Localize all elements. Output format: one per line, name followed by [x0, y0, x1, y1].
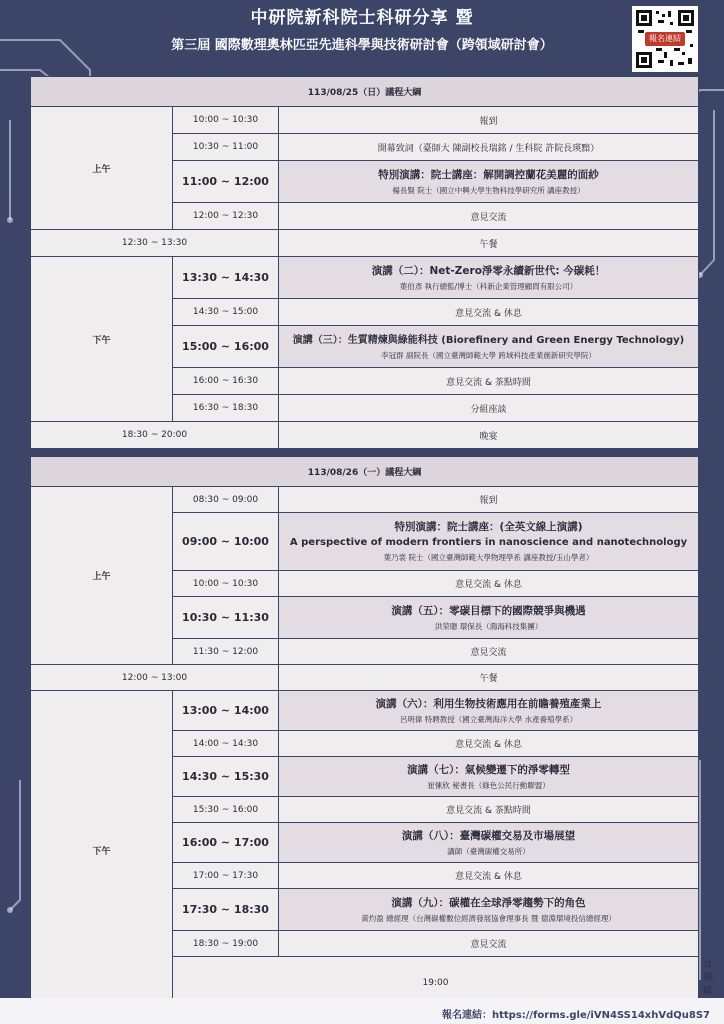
event-cell: 分組座談: [279, 395, 699, 422]
time-cell: 10:00 ~ 10:30: [173, 107, 279, 134]
event-cell: 晚宴: [279, 422, 699, 449]
day1-schedule-table: [30, 76, 699, 449]
table-row: 19:00 合照、賦: [31, 957, 699, 1010]
time-cell: 19:00: [173, 957, 699, 1010]
talk-cell: [279, 691, 699, 731]
time-cell: 08:30 ~ 09:00: [173, 487, 279, 513]
time-cell: 16:00 ~ 16:30: [173, 368, 279, 395]
talk-speaker: 洪荣聰 環保長（鴻海科技集團）: [434, 621, 543, 631]
day2-heading: 113/08/26（一）議程大綱: [31, 457, 699, 487]
time-cell: 14:00 ~ 14:30: [173, 731, 279, 757]
time-cell: 10:30 ~ 11:30: [173, 597, 279, 639]
time-cell: 16:00 ~ 17:00: [173, 823, 279, 863]
talk-title: 演講（五）：零碳目標下的國際競爭與機遇: [391, 604, 586, 617]
talk-speaker: 黃灼盈 總經理（台灣碳權數位經濟發展協會理事長 暨 德淵環境投信總經理）: [361, 913, 616, 923]
talk-speaker: 楊長賢 院士（國立中興大學生物科技學研究所 講座教授）: [392, 185, 585, 195]
time-cell: 14:30 ~ 15:00: [173, 299, 279, 326]
day2-schedule-table: [30, 456, 722, 1010]
qr-code[interactable]: [632, 6, 698, 72]
talk-cell: [279, 257, 699, 299]
time-cell: 14:30 ~ 15:30: [173, 757, 279, 797]
event-cell: 意見交流: [279, 639, 699, 665]
talk-cell: [279, 889, 699, 931]
talk-title: 演講（九）：碳權在全球淨零趨勢下的角色: [391, 896, 586, 909]
time-cell: 11:00 ~ 12:00: [173, 161, 279, 203]
talk-cell: [279, 597, 699, 639]
day2-pm-label: 下午: [31, 691, 173, 1010]
talk-title: 演講（二）：Net-Zero淨零永續新世代: 今碳耗！: [371, 264, 606, 277]
event-cell: 意見交流 & 休息: [279, 299, 699, 326]
table-row: [31, 257, 699, 299]
event-cell: 意見交流 & 茶點時間: [279, 797, 699, 823]
day2-am-label: 上午: [31, 487, 173, 665]
talk-title: 演講（八）：臺灣碳權交易及市場展望: [401, 829, 576, 842]
talk-title-english: A perspective of modern frontiers in nanoscience and nanotechnology: [289, 537, 688, 548]
talk-cell: [279, 823, 699, 863]
talk-title: 演講（七）：氣候變遷下的淨零轉型: [407, 763, 570, 776]
talk-title: 演講（六）：利用生物技術應用在前瞻養殖產業上: [375, 697, 602, 710]
talk-cell: [279, 757, 699, 797]
talk-speaker: 葉乃裳 院士（國立臺灣師範大學物理學系 講座教授/玉山學者）: [383, 553, 594, 562]
table-row: [31, 691, 699, 731]
table-row: [31, 107, 699, 134]
talk-speaker: 講師（臺灣碳權交易所）: [447, 846, 530, 856]
table-row: [31, 422, 699, 449]
table-row: [31, 665, 699, 691]
day1-pm-label: 下午: [31, 257, 173, 422]
event-cell: 意見交流 & 休息: [279, 571, 699, 597]
time-cell: 17:30 ~ 18:30: [173, 889, 279, 931]
time-cell: 18:30 ~ 19:00: [173, 931, 279, 957]
event-cell: 報到: [279, 487, 699, 513]
main-title: 中研院新科院士科研分享 暨: [250, 8, 474, 28]
time-cell: 13:30 ~ 14:30: [173, 257, 279, 299]
event-cell: 意見交流: [279, 931, 699, 957]
talk-speaker: 呂明偉 特聘教授（國立臺灣海洋大學 水產養殖學系）: [399, 714, 578, 724]
time-cell: 18:30 ~ 20:00: [31, 422, 279, 449]
day1-am-label: 上午: [31, 107, 173, 230]
event-cell: 意見交流 & 茶點時間: [279, 368, 699, 395]
time-cell: 11:30 ~ 12:00: [173, 639, 279, 665]
event-cell: 開幕致詞（臺師大 陳副校長瑞銘 / 生科院 許院長瑛黯）: [279, 134, 699, 161]
talk-cell: [279, 161, 699, 203]
talk-cell: [279, 513, 699, 571]
day2-header-row: [31, 457, 699, 487]
time-cell: 12:00 ~ 13:00: [31, 665, 279, 691]
talk-title: 演講（三）：生質精煉與綠能科技 (Biorefinery and Green Energy Technology): [292, 334, 685, 346]
talk-speaker: 葉伯彥 執行總監/博士（科新企業管理顧問有限公司）: [399, 281, 578, 291]
talk-speaker: 崔愫欣 秘書長（綠色公民行動聯盟）: [427, 780, 550, 790]
page-header: [0, 6, 724, 58]
talk-speaker: 李冠群 副院長（國立臺灣師範大學 跨域科技產業創新研究學院）: [381, 350, 596, 360]
time-cell: 10:30 ~ 11:00: [173, 134, 279, 161]
table-row: [31, 230, 699, 257]
event-cell: 報到: [279, 107, 699, 134]
time-cell: 17:00 ~ 17:30: [173, 863, 279, 889]
table-row: [31, 487, 699, 513]
event-cell: 意見交流 & 休息: [279, 863, 699, 889]
qr-register-label: 報名連結: [645, 32, 685, 46]
time-cell: 10:00 ~ 10:30: [173, 571, 279, 597]
talk-title: 特別演講：院士講座：(全英文線上演講): [394, 521, 583, 533]
time-cell: 15:30 ~ 16:00: [173, 797, 279, 823]
talk-title: 特別演講：院士講座：解開調控蘭花美麗的面紗: [378, 168, 599, 181]
time-cell: 16:30 ~ 18:30: [173, 395, 279, 422]
event-cell: 午餐: [279, 665, 699, 691]
time-cell: 12:30 ~ 13:30: [31, 230, 279, 257]
sub-title: 第三屆 國際數理奧林匹亞先進科學與技術研討會（跨領域研討會）: [171, 38, 553, 53]
time-cell: 09:00 ~ 10:00: [173, 513, 279, 571]
time-cell: 13:00 ~ 14:00: [173, 691, 279, 731]
talk-cell: [279, 326, 699, 368]
event-cell: 午餐: [279, 230, 699, 257]
event-cell: 意見交流 & 休息: [279, 731, 699, 757]
registration-link[interactable]: 報名連結：https://forms.gle/iVN4SS14xhVdQu8S7: [441, 1010, 710, 1021]
time-cell: 12:00 ~ 12:30: [173, 203, 279, 230]
day1-heading: 113/08/25（日）議程大綱: [31, 77, 699, 107]
time-cell: 15:00 ~ 16:00: [173, 326, 279, 368]
event-cell: 意見交流: [279, 203, 699, 230]
day1-header-row: [31, 77, 699, 107]
